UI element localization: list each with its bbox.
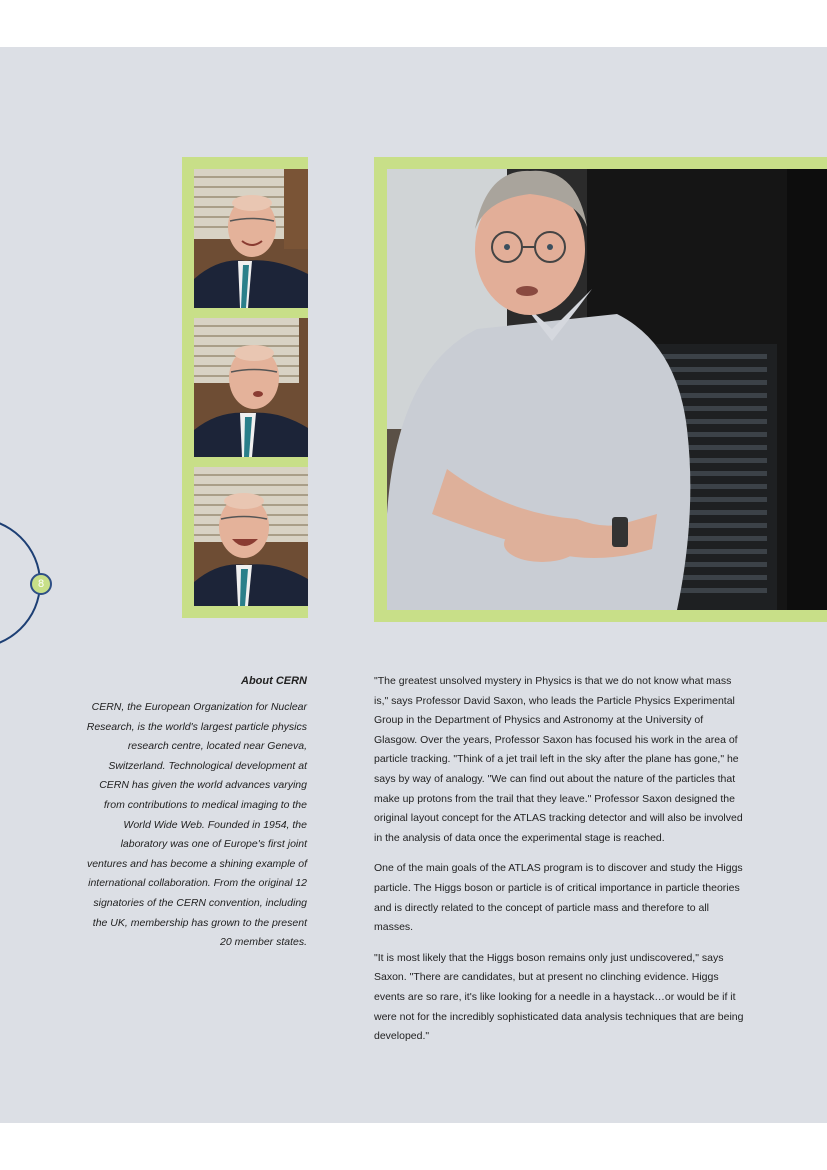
- portrait-smiling: [194, 169, 308, 308]
- photo-small-3: [194, 467, 308, 606]
- about-cern-sidebar: [80, 672, 307, 953]
- photo-main: [387, 169, 827, 610]
- sidebar-text: CERN, the European Organization for Nuclear Research, is the world's largest particle physics research centre, located near Geneva, Switzerland. Technological development at CERN has given the world advances varying from contributions to medical imaging to the World Wide Web. Founded in 1954, the laboratory was one of Europe's first joint ventures and has become a shining example of international collaboration. From the original 12 signatories of the CERN convention, including the UK, membership has grown to the present 20 member states.: [86, 701, 307, 949]
- photo-small-1: [194, 169, 308, 308]
- portrait-server-room: [387, 169, 827, 610]
- photo-small-2: [194, 318, 308, 457]
- article-paragraph-1: "The greatest unsolved mystery in Physics is that we do not know what mass is," says Professor David Saxon, who leads the Particle Physics Experimental Group in the Department of Physics and Astronomy at the University of Glasgow. Over the years, Professor Saxon has focused his work in the area of particle tracking. "Think of a jet trail left in the sky after the plane has gone," he says by way of analogy. "We can find out about the nature of the particles that make up protons from the trail that they leave." Professor Saxon designed the original layout concept for the ATLAS tracking detector and will also be involved in the analysis of data once the experimental stage is reached.: [374, 675, 743, 844]
- portrait-talking: [194, 318, 308, 457]
- article-body: [374, 672, 744, 1058]
- article-paragraph-3: "It is most likely that the Higgs boson remains only just undiscovered," says Saxon. "There are candidates, but at present no clinching evidence. Higgs events are so rare, it's like looking for a needle in a haystack…or would be if it were not for the incredibly sophisticated data analysis techniques that are being developed.": [374, 951, 744, 1043]
- sidebar-title: About CERN: [241, 675, 307, 687]
- portrait-laughing: [194, 467, 308, 606]
- page-number-badge: 8: [30, 573, 52, 595]
- article-paragraph-2: One of the main goals of the ATLAS program is to discover and study the Higgs particle. The Higgs boson or particle is of critical importance in particle theories and is directly related to the concept of particle mass and therefore to all masses.: [374, 862, 743, 934]
